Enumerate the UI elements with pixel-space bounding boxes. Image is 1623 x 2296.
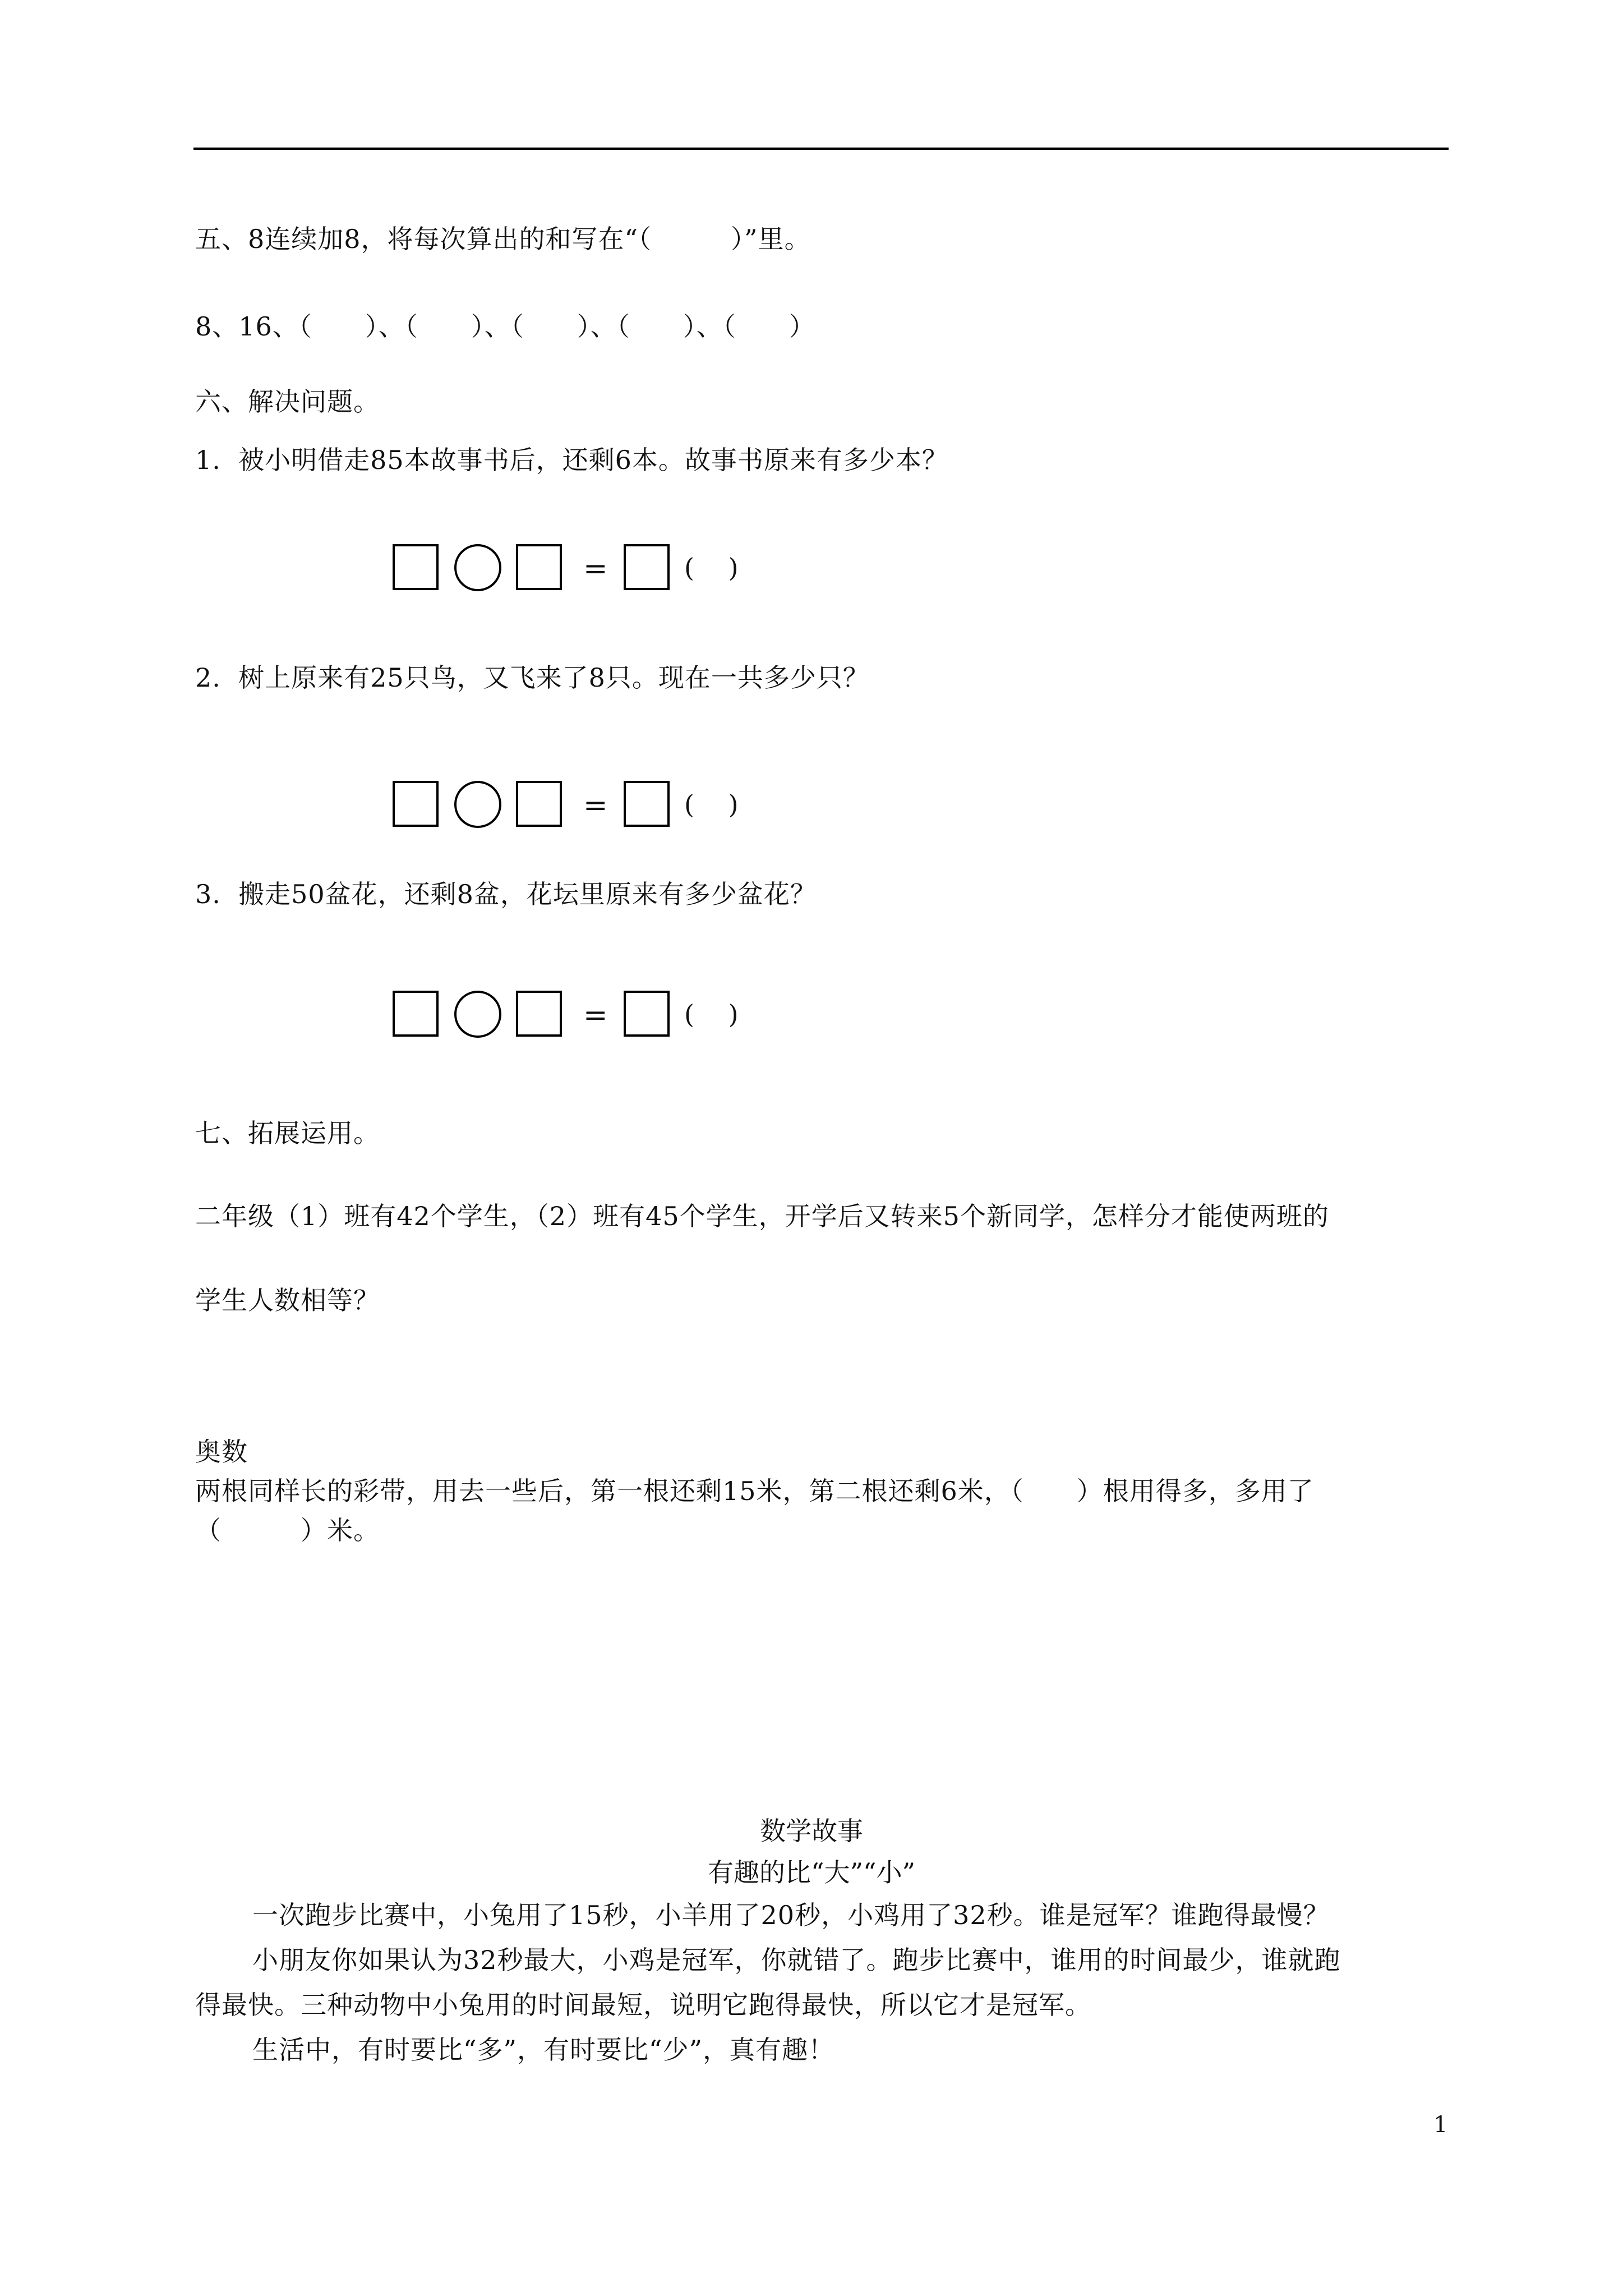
answer-box bbox=[393, 781, 439, 827]
section7-title: 七、拓展运用。 bbox=[195, 1118, 380, 1148]
result-box bbox=[624, 991, 670, 1037]
story-paragraph-3: 生活中，有时要比“多”，有时要比“少”，真有趣！ bbox=[252, 2035, 835, 2065]
answer-box bbox=[516, 991, 562, 1037]
answer-box bbox=[393, 991, 439, 1037]
result-box bbox=[624, 544, 670, 590]
unit-parentheses: ( ) bbox=[684, 553, 739, 583]
header-rule bbox=[193, 148, 1449, 150]
olympiad-problem-line1: 两根同样长的彩带，用去一些后，第一根还剩15米，第二根还剩6米，（ ）根用得多，多用了 bbox=[195, 1476, 1314, 1506]
section7-problem-line1: 二年级（1）班有42个学生，（2）班有45个学生，开学后又转来5个新同学，怎样分才能使两班的 bbox=[195, 1201, 1329, 1231]
equals-sign: = bbox=[583, 789, 608, 822]
equals-sign: = bbox=[583, 552, 608, 586]
story-subtitle: 有趣的比“大”“小” bbox=[707, 1857, 916, 1888]
story-title: 数学故事 bbox=[760, 1816, 863, 1846]
unit-parentheses: ( ) bbox=[684, 789, 739, 820]
section5-title: 五、8连续加8，将每次算出的和写在“（ ）”里。 bbox=[195, 224, 811, 254]
question-3: 3. 搬走50盆花，还剩8盆，花坛里原来有多少盆花？ bbox=[195, 879, 817, 909]
answer-box bbox=[516, 781, 562, 827]
olympiad-problem-line2: （ ）米。 bbox=[195, 1515, 380, 1545]
question-1: 1. 被小明借走85本故事书后，还剩6本。故事书原来有多少本？ bbox=[195, 445, 948, 475]
operator-circle bbox=[454, 781, 501, 828]
result-box bbox=[624, 781, 670, 827]
equation-template-1 bbox=[393, 544, 785, 595]
operator-circle bbox=[454, 544, 501, 591]
answer-box bbox=[393, 544, 439, 590]
section6-title: 六、解决问题。 bbox=[195, 386, 380, 417]
answer-box bbox=[516, 544, 562, 590]
question-2: 2. 树上原来有25只鸟，又飞来了8只。现在一共多少只？ bbox=[195, 662, 869, 693]
equals-sign: = bbox=[583, 999, 608, 1032]
unit-parentheses: ( ) bbox=[684, 999, 739, 1029]
section5-sequence: 8、16、（ ）、（ ）、（ ）、（ ）、（ ） bbox=[195, 311, 815, 342]
story-paragraph-1: 一次跑步比赛中，小兔用了15秒，小羊用了20秒，小鸡用了32秒。谁是冠军？谁跑得最慢？ bbox=[252, 1900, 1330, 1930]
equation-template-3 bbox=[393, 991, 785, 1041]
olympiad-title: 奥数 bbox=[195, 1437, 248, 1467]
equation-template-2 bbox=[393, 781, 785, 831]
operator-circle bbox=[454, 991, 501, 1038]
section7-problem-line2: 学生人数相等？ bbox=[195, 1285, 380, 1315]
story-paragraph-2-line1: 小朋友你如果认为32秒最大，小鸡是冠军，你就错了。跑步比赛中，谁用的时间最少，谁就跑 bbox=[252, 1945, 1341, 1975]
story-paragraph-2-line2: 得最快。三种动物中小兔用的时间最短，说明它跑得最快，所以它才是冠军。 bbox=[195, 1990, 1091, 2020]
page-number: 1 bbox=[1433, 2112, 1448, 2138]
